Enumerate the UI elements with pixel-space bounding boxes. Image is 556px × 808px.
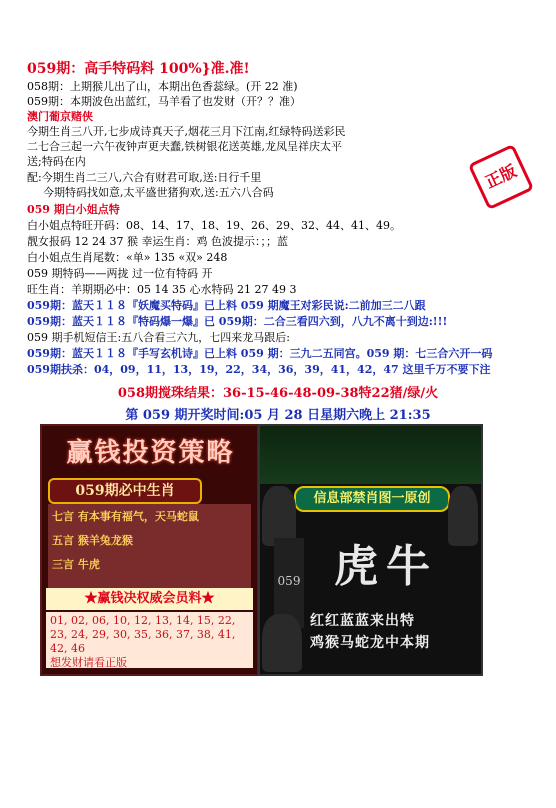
macau-line-3: 送;特码在内 bbox=[27, 155, 86, 168]
strategy-line-1: 七言 有本事有福气，天马蛇鼠 bbox=[52, 510, 199, 523]
blue-line-3: 059 期手机短信王:五八合看三六九，七四来龙马跟后: bbox=[27, 331, 290, 344]
verse-line-1: 红红蓝蓝来出特 bbox=[310, 613, 415, 629]
zodiac-banner: 信息部禁肖图一原创 bbox=[294, 486, 450, 512]
section-white-title: 059 期白小姐点特 bbox=[27, 203, 120, 216]
strategy-line-2: 五言 猴羊兔龙猴 bbox=[52, 534, 133, 547]
period-label: 059 bbox=[277, 574, 301, 588]
strategy-line-3: 三言 牛虎 bbox=[52, 558, 100, 571]
authentic-stamp: 正版 bbox=[468, 144, 534, 210]
portrait-bottom-left bbox=[262, 614, 302, 672]
number-list bbox=[46, 612, 253, 668]
numbers-text: 01, 02, 06, 10, 12, 13, 14, 15, 22, 23, 24, 29, 30, 35, 36, 37, 38, 41, 42, 46 bbox=[50, 614, 236, 655]
numbers-footer: 想发财请看正版 bbox=[50, 656, 127, 669]
portrait-right bbox=[448, 486, 478, 546]
strategy-title: 赢钱投资策略 bbox=[66, 438, 235, 468]
zodiac-panel bbox=[258, 424, 483, 676]
macau-line-4: 配:今期生肖二三八,六合有财君可取,送:日行千里 bbox=[27, 171, 262, 184]
blue-line-2: 059期：蓝天１１８『特码爆一爆』已 059期：二合三看四六到，八九不离十到边:!!! bbox=[27, 315, 448, 328]
blue-line-1: 059期：蓝天１１８『妖魔买特码』已上料 059 期魔王对彩民说:二前加三二八跟 bbox=[27, 299, 426, 312]
blue-line-4: 059期：蓝天１１８『手写玄机诗』已上料 059 期：三九二五同宫。059 期：七三合六开一码 bbox=[27, 347, 493, 360]
special-line-2: 旺生肖：羊期期必中：05 14 35 心水特码 21 27 49 3 bbox=[27, 283, 297, 296]
special-line-1: 059 期特码——两拢 过一位有特码 开 bbox=[27, 267, 213, 280]
draw-time: 第 059 期开奖时间:05 月 28 日星期六晚上 21:35 bbox=[125, 408, 431, 423]
intro-line-2: 059期：本期波色出蓝红，马羊看了也发财（开？？准） bbox=[27, 95, 301, 108]
white-line-3: 白小姐点生肖尾数：«单» 135 «双» 248 bbox=[27, 251, 228, 264]
portrait-left bbox=[262, 486, 296, 546]
section-macau-title: 澳门葡京赌侠 bbox=[27, 110, 93, 123]
members-banner: ★赢钱决权威会员料★ bbox=[46, 588, 253, 610]
strategy-subtitle: 059期必中生肖 bbox=[48, 478, 202, 504]
verse-line-2: 鸡猴马蛇龙中本期 bbox=[310, 635, 430, 651]
zodiac-text: 虎牛 bbox=[334, 541, 438, 592]
intro-line-1: 058期：上期猴儿出了山，本期出色香蕊绿。(开 22 准) bbox=[27, 80, 298, 93]
blue-line-5: 059期扶杀：04，09，11，13，19，22，34，36，39，41，42，47 这里千万不要下注 bbox=[27, 363, 491, 376]
draw-result: 058期搅珠结果：36-15-46-48-09-38特22猪/绿/火 bbox=[117, 386, 439, 401]
white-line-2: 靓女报码 12 24 37 猴 幸运生肖：鸡 色波提示：；；蓝 bbox=[27, 235, 288, 248]
macau-line-1: 今期生肖三八开,七步成诗真天子,烟花三月下江南,红绿特码送彩民 bbox=[27, 125, 346, 138]
strategy-panel bbox=[40, 424, 259, 676]
macau-line-2: 二七合三起一六午夜钟声更夫蠢,铁树银花送英雄,龙凤呈祥庆太平 bbox=[27, 140, 342, 153]
white-line-1: 白小姐点特旺开码：08、14、17、18、19、26、29、32、44、41、49。 bbox=[27, 219, 401, 232]
page-title: 059期：高手特码料 100%}准.准! bbox=[27, 61, 250, 77]
tree-decoration bbox=[260, 426, 481, 484]
macau-line-5: 今期特码找如意,太平盛世猪狗欢,送:五六八合码 bbox=[43, 186, 274, 199]
